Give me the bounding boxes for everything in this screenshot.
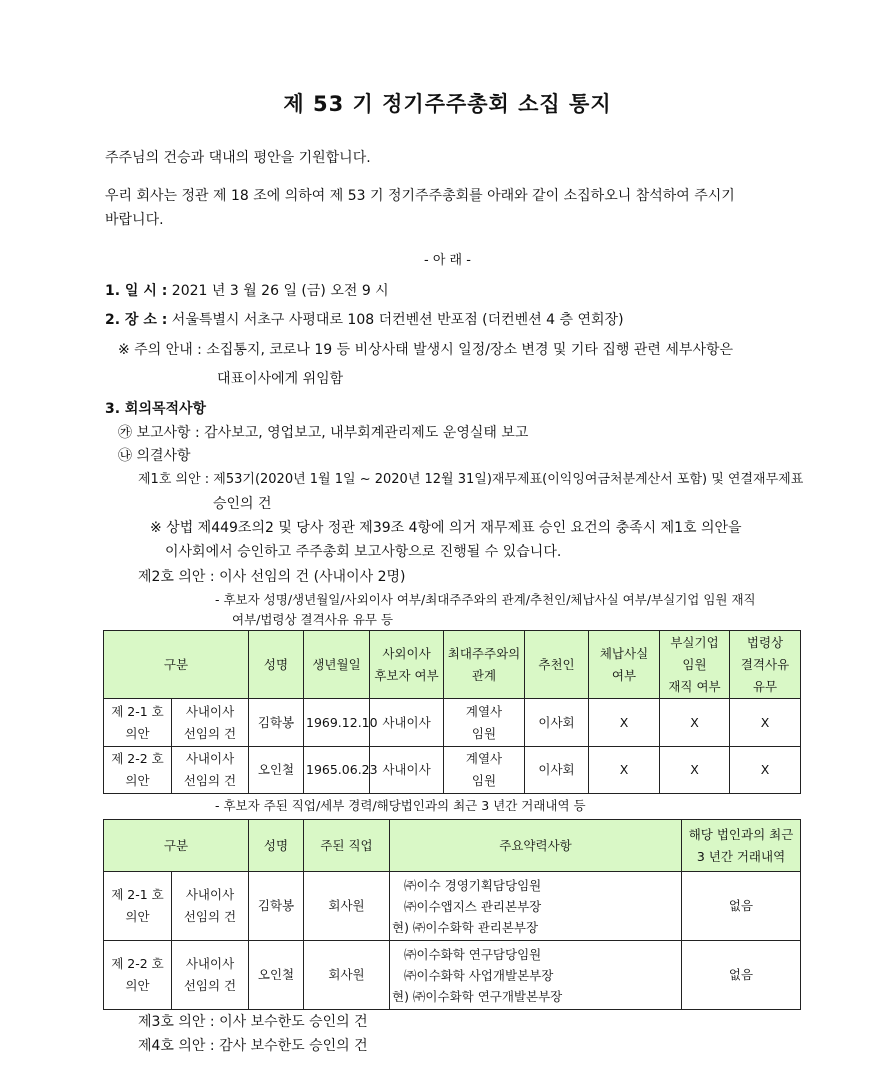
table1-cell-outside: 사내이사 [370, 699, 444, 747]
intro-line-2: 바랍니다. [105, 212, 164, 228]
table1-caption-line-1: - 후보자 성명/생년월일/사외이사 여부/최대주주와의 관계/추천인/체납사실 여부/부실기업 임원 재직 [215, 592, 756, 607]
table1-cell-no [104, 747, 172, 794]
table1-header-disqualification [730, 631, 801, 699]
agenda1-note-line-1: ※ 상법 제449조의2 및 당사 정관 제39조 4항에 의거 재무제표 승인 요건의 충족시 제1호 의안을 [150, 520, 742, 536]
item-datetime-value: 2021 년 3 월 26 일 (금) 오전 9 시 [171, 283, 389, 299]
item-location [105, 310, 624, 330]
table2-cell-transactions: 없음 [682, 941, 801, 1010]
agenda1-line-1: 제1호 의안 : 제53기(2020년 1월 1일 ~ 2020년 12월 31일)재무제표(이익잉여금처분계산서 포함) 및 연결재무제표 [138, 472, 804, 487]
cell-line: 의안 [125, 978, 150, 993]
table1-cell-name: 김학봉 [249, 699, 304, 747]
table1-header-insolvent-line: 재직 여부 [668, 678, 721, 694]
table2-cell-career [390, 872, 682, 941]
career-line: ㈜이수화학 연구담당임원 [404, 946, 542, 962]
table1-cell-birth: 1969.12.10 [304, 699, 370, 747]
career-line: 현) ㈜이수화학 관리본부장 [392, 919, 539, 935]
item-location-label: 2. 장 소 : [105, 312, 168, 328]
resolution-heading: ㉯ 의결사항 [118, 448, 191, 464]
cell-line: 선임의 건 [183, 773, 237, 788]
cell-line: 의안 [125, 773, 150, 788]
table1-header-relation-line: 최대주주와의 [447, 645, 521, 661]
cell-line: 제 2-1 호 [111, 703, 164, 719]
table1-header-row [104, 631, 801, 699]
table2-header-transactions-line: 3 년간 거래내역 [696, 848, 786, 864]
cell-line: 선임의 건 [183, 725, 237, 741]
cell-line: 제 2-2 호 [111, 956, 164, 971]
table1-cell-insolvent: X [660, 747, 730, 794]
notice-line-1: ※ 주의 안내 : 소집통지, 코로나 19 등 비상사태 발생시 일정/장소 변경 및 기타 집행 관련 세부사항은 [118, 342, 734, 358]
cell-line: 선임의 건 [183, 978, 237, 993]
item-datetime-label: 1. 일 시 : [105, 283, 168, 299]
cell-line: 의안 [125, 909, 150, 924]
table2-cell-type [172, 872, 249, 941]
table1-header-outside [370, 631, 444, 699]
agenda2-text: 제2호 의안 : 이사 선임의 건 (사내이사 2명) [138, 569, 406, 585]
table1-header-relation-line: 관계 [471, 667, 497, 683]
agenda1-line-2: 승인의 건 [213, 496, 272, 512]
cell-line: 계열사 [465, 751, 503, 766]
table-row [104, 872, 801, 941]
table1-header-outside-line: 후보자 여부 [374, 667, 439, 683]
table1-cell-relation [444, 699, 525, 747]
table2-header-row [104, 820, 801, 872]
career-line: ㈜이수화학 사업개발본부장 [404, 967, 554, 983]
table-row [104, 941, 801, 1010]
table1-cell-tax: X [589, 747, 660, 794]
cell-line: 사내이사 [185, 956, 235, 971]
agenda3-text: 제3호 의안 : 이사 보수한도 승인의 건 [138, 1014, 368, 1030]
table1-cell-no [104, 699, 172, 747]
table1-header-insolvent-line: 임원 [682, 656, 707, 672]
table1-header-disqualification-line: 결격사유 [740, 656, 790, 672]
agenda-heading: 3. 회의목적사항 [105, 401, 207, 417]
table1-cell-relation [444, 747, 525, 794]
table2-header-category: 구분 [104, 820, 249, 872]
cell-line: 사내이사 [185, 887, 235, 902]
table1-cell-recommender: 이사회 [525, 747, 589, 794]
candidate-career-table [103, 819, 801, 1010]
item-datetime [105, 281, 389, 301]
table1-header-outside-line: 사외이사 [382, 645, 431, 661]
table1-header-relation [444, 631, 525, 699]
cell-line: 선임의 건 [183, 909, 237, 924]
table1-header-insolvent [660, 631, 730, 699]
cell-line: 임원 [471, 725, 497, 741]
table1-cell-name: 오인철 [249, 747, 304, 794]
table1-cell-outside: 사내이사 [370, 747, 444, 794]
table1-cell-birth: 1965.06.23 [304, 747, 370, 794]
cell-line: 사내이사 [185, 703, 235, 719]
cell-line: 계열사 [465, 703, 503, 719]
table2-cell-career [390, 941, 682, 1010]
table-row [104, 747, 801, 794]
agenda4-text: 제4호 의안 : 감사 보수한도 승인의 건 [138, 1038, 368, 1054]
cell-line: 제 2-1 호 [111, 887, 164, 902]
table1-header-tax-line: 여부 [611, 667, 637, 683]
cell-line: 제 2-2 호 [111, 751, 164, 766]
table2-cell-no [104, 872, 172, 941]
table2-cell-transactions: 없음 [682, 872, 801, 941]
notice-line-2: 대표이사에게 위임함 [217, 371, 344, 387]
table2-header-transactions [682, 820, 801, 872]
table1-cell-recommender: 이사회 [525, 699, 589, 747]
greeting-text: 주주님의 건승과 댁내의 평안을 기원합니다. [105, 150, 371, 166]
career-line: ㈜이수 경영기획담당임원 [404, 877, 542, 893]
table2-cell-name: 오인철 [249, 941, 304, 1010]
table2-caption: - 후보자 주된 직업/세부 경력/해당법인과의 최근 3 년간 거래내역 등 [215, 798, 586, 813]
table1-cell-disqualification: X [730, 747, 801, 794]
table1-header-category: 구분 [104, 631, 249, 699]
item-location-value: 서울특별시 서초구 사평대로 108 더컨벤션 반포점 (더컨벤션 4 층 연회장) [171, 312, 624, 328]
table2-cell-job: 회사원 [304, 941, 390, 1010]
table-row [104, 699, 801, 747]
table1-header-disqualification-line: 법령상 [746, 634, 784, 650]
table1-header-name: 성명 [249, 631, 304, 699]
table1-cell-type [172, 747, 249, 794]
table1-header-disqualification-line: 유무 [752, 678, 778, 694]
table2-header-name: 성명 [249, 820, 304, 872]
table1-cell-type [172, 699, 249, 747]
table1-cell-insolvent: X [660, 699, 730, 747]
table1-header-tax-line: 체납사실 [599, 645, 649, 661]
cell-line: 의안 [125, 725, 150, 741]
table2-header-career: 주요약력사항 [390, 820, 682, 872]
career-line: ㈜이수앱지스 관리본부장 [404, 898, 542, 914]
table1-header-birth: 생년월일 [304, 631, 370, 699]
table2-cell-no [104, 941, 172, 1010]
table2-cell-name: 김학봉 [249, 872, 304, 941]
table2-cell-type [172, 941, 249, 1010]
agenda1-note-line-2: 이사회에서 승인하고 주주총회 보고사항으로 진행될 수 있습니다. [165, 544, 562, 560]
page-title: 제 53 기 정기주주총회 소집 통지 [283, 92, 612, 116]
candidate-info-table [103, 630, 801, 794]
table2-header-job: 주된 직업 [304, 820, 390, 872]
table1-cell-tax: X [589, 699, 660, 747]
cell-line: 사내이사 [185, 751, 235, 766]
report-items: ㉮ 보고사항 : 감사보고, 영업보고, 내부회계관리제도 운영실태 보고 [118, 425, 529, 441]
intro-line-1: 우리 회사는 정관 제 18 조에 의하여 제 53 기 정기주주총회를 아래와 같이 소집하오니 참석하여 주시기 [105, 188, 735, 204]
table1-caption-line-2: 여부/법령상 결격사유 유무 등 [232, 612, 394, 627]
table2-cell-job: 회사원 [304, 872, 390, 941]
cell-line: 임원 [471, 773, 497, 788]
table1-header-recommender: 추천인 [525, 631, 589, 699]
table1-cell-disqualification: X [730, 699, 801, 747]
below-marker: - 아 래 - [424, 253, 471, 268]
table1-header-insolvent-line: 부실기업 [670, 634, 719, 650]
table1-header-tax [589, 631, 660, 699]
career-line: 현) ㈜이수화학 연구개발본부장 [392, 988, 563, 1004]
table2-header-transactions-line: 해당 법인과의 최근 [688, 826, 794, 842]
